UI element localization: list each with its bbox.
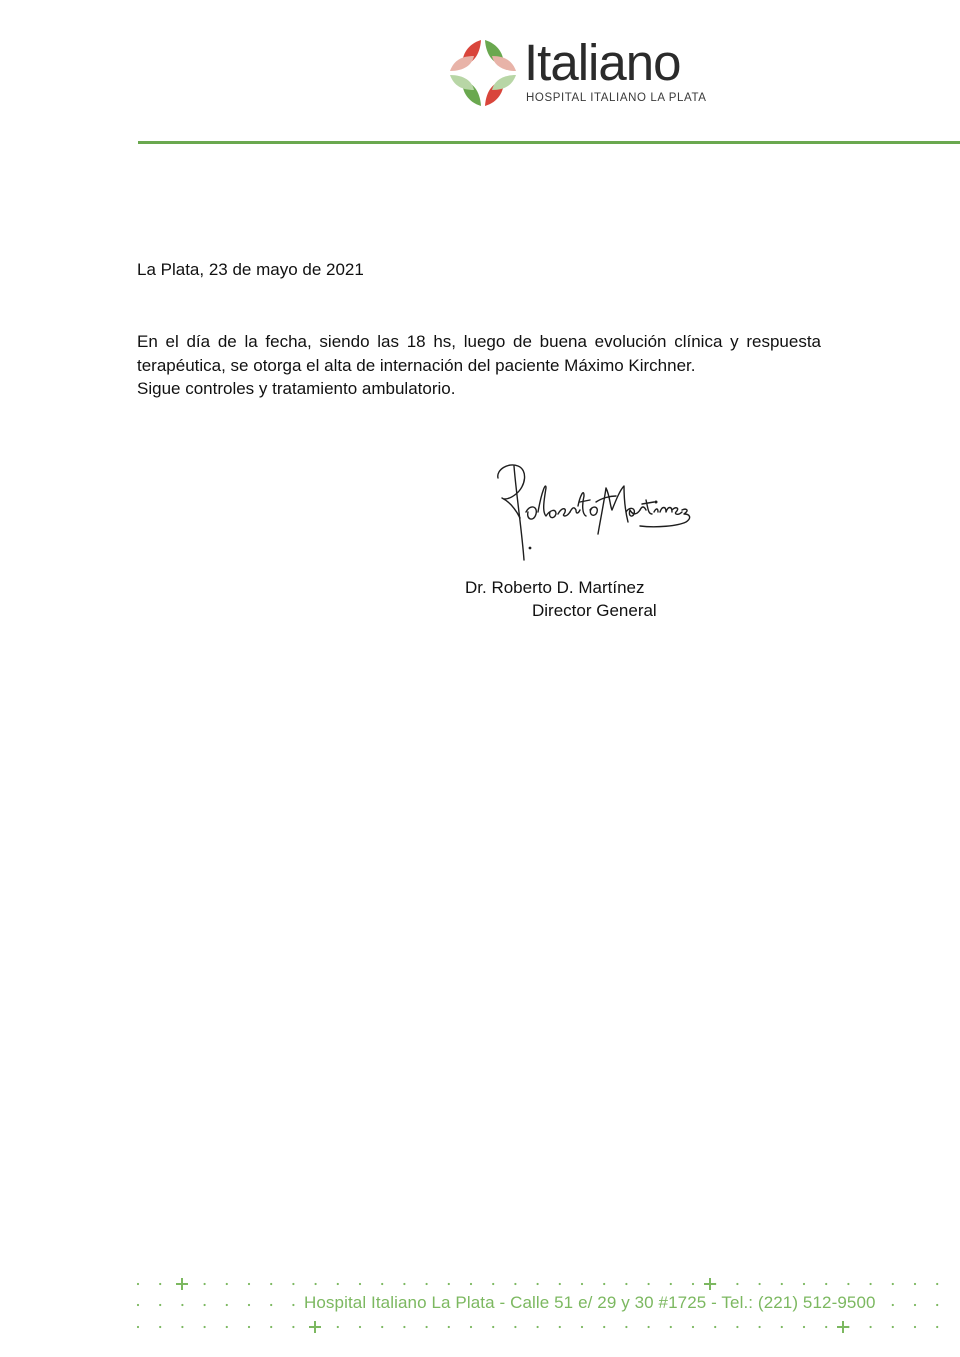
- footer-dot: [825, 1326, 827, 1328]
- footer-dot: [714, 1326, 716, 1328]
- signatory-name: Dr. Roberto D. Martínez: [465, 578, 645, 597]
- footer-dot: [892, 1283, 894, 1285]
- footer-plus-icon: [704, 1278, 716, 1290]
- footer-dot: [603, 1283, 605, 1285]
- footer-dot: [270, 1304, 272, 1306]
- footer-dot: [759, 1283, 761, 1285]
- footer-dot: [403, 1326, 405, 1328]
- footer-dot: [936, 1304, 938, 1306]
- footer-dot: [492, 1326, 494, 1328]
- footer-dot: [936, 1326, 938, 1328]
- footer-dot: [914, 1304, 916, 1306]
- footer-dot: [670, 1283, 672, 1285]
- footer-dot: [448, 1283, 450, 1285]
- footer-dot: [204, 1326, 206, 1328]
- footer-dot: [670, 1326, 672, 1328]
- footer-dot: [736, 1283, 738, 1285]
- footer-dot: [426, 1283, 428, 1285]
- footer-dot: [448, 1326, 450, 1328]
- letter-date: La Plata, 23 de mayo de 2021: [137, 260, 364, 279]
- letter-body: [137, 330, 821, 401]
- footer-plus-icon: [309, 1321, 321, 1333]
- footer-dot: [315, 1283, 317, 1285]
- footer-dot: [137, 1283, 139, 1285]
- footer-dot: [759, 1326, 761, 1328]
- hospital-logo: [448, 34, 708, 110]
- footer-dot: [381, 1283, 383, 1285]
- footer-dot: [204, 1283, 206, 1285]
- footer-dot: [537, 1283, 539, 1285]
- header-divider: [138, 141, 960, 144]
- footer-dot: [359, 1326, 361, 1328]
- footer-dot: [137, 1304, 139, 1306]
- cross-logo-icon: [448, 38, 518, 108]
- footer-dot: [847, 1283, 849, 1285]
- paragraph-line-2: terapéutica, se otorga el alta de internación del paciente Máximo Kirchner.: [137, 355, 696, 375]
- footer-dot: [248, 1326, 250, 1328]
- footer-dot: [226, 1326, 228, 1328]
- footer-dot: [514, 1283, 516, 1285]
- footer-dot: [381, 1326, 383, 1328]
- footer-dot: [692, 1283, 694, 1285]
- paragraph-line-1: En el día de la fecha, siendo las 18 hs, luego de buena evolución clínica y respuesta: [137, 332, 821, 351]
- footer-dot: [181, 1304, 183, 1306]
- footer-dot: [892, 1326, 894, 1328]
- footer-dot: [892, 1304, 894, 1306]
- signatory-title: Director General: [532, 601, 657, 620]
- footer-dot: [248, 1283, 250, 1285]
- footer-dot: [270, 1326, 272, 1328]
- footer-dot: [803, 1326, 805, 1328]
- footer-dot: [537, 1326, 539, 1328]
- footer-dot: [470, 1283, 472, 1285]
- footer-dot: [625, 1326, 627, 1328]
- footer-dot: [803, 1283, 805, 1285]
- footer-dot: [914, 1326, 916, 1328]
- footer-dot: [648, 1283, 650, 1285]
- footer-dot: [514, 1326, 516, 1328]
- footer-dot: [226, 1283, 228, 1285]
- paragraph-line-3: Sigue controles y tratamiento ambulatorio.: [137, 379, 456, 398]
- footer-dot: [603, 1326, 605, 1328]
- footer-dot: [292, 1326, 294, 1328]
- footer-dot: [736, 1326, 738, 1328]
- footer-dot: [270, 1283, 272, 1285]
- footer-dot: [692, 1326, 694, 1328]
- footer-dot: [936, 1283, 938, 1285]
- footer-address: Hospital Italiano La Plata - Calle 51 e/ 29 y 30 #1725 - Tel.: (221) 512-9500: [300, 1293, 880, 1313]
- footer-dot: [581, 1283, 583, 1285]
- footer-dot: [914, 1283, 916, 1285]
- footer-dot: [181, 1326, 183, 1328]
- footer-dot: [359, 1283, 361, 1285]
- logo-wordmark: Italiano: [524, 34, 681, 91]
- footer-plus-icon: [176, 1278, 188, 1290]
- footer-dot: [159, 1283, 161, 1285]
- footer-dot: [292, 1283, 294, 1285]
- footer-dot: [292, 1304, 294, 1306]
- footer-dot: [426, 1326, 428, 1328]
- footer-dot: [159, 1326, 161, 1328]
- footer-dot: [870, 1326, 872, 1328]
- footer-dot: [559, 1283, 561, 1285]
- footer-dot: [226, 1304, 228, 1306]
- footer-dot: [137, 1326, 139, 1328]
- footer-dot: [337, 1283, 339, 1285]
- logo-subtitle: HOSPITAL ITALIANO LA PLATA: [526, 92, 707, 104]
- footer-dot: [403, 1283, 405, 1285]
- footer-dot: [492, 1283, 494, 1285]
- footer-dot: [559, 1326, 561, 1328]
- footer-dot: [470, 1326, 472, 1328]
- footer-dot: [581, 1326, 583, 1328]
- footer-dot: [781, 1326, 783, 1328]
- footer-dot: [337, 1326, 339, 1328]
- footer-dot: [781, 1283, 783, 1285]
- footer-dot: [648, 1326, 650, 1328]
- footer-dot: [870, 1283, 872, 1285]
- footer-dot: [159, 1304, 161, 1306]
- handwritten-signature: [486, 452, 698, 570]
- footer-dot: [825, 1283, 827, 1285]
- footer-plus-icon: [837, 1321, 849, 1333]
- footer-dot: [248, 1304, 250, 1306]
- footer-dot: [625, 1283, 627, 1285]
- footer-dot: [204, 1304, 206, 1306]
